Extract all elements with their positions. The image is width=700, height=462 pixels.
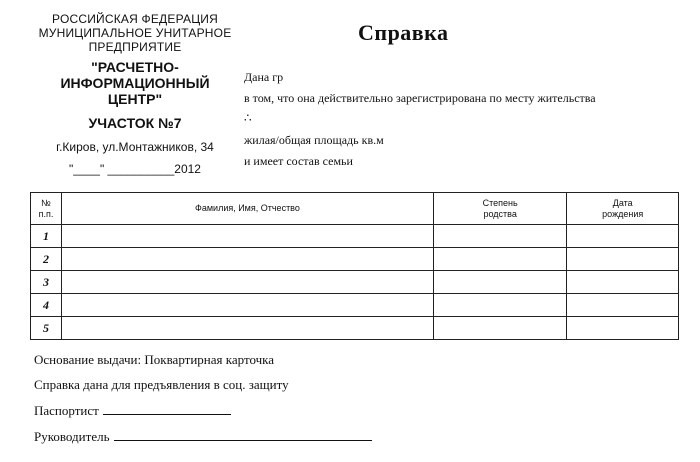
org-line-municipal: МУНИЦИПАЛЬНОЕ УНИТАРНОЕ xyxy=(38,26,232,40)
org-name-line3: ЦЕНТР" xyxy=(107,91,163,107)
issue-purpose: Справка дана для предъявления в соц. защиту xyxy=(34,377,289,392)
address-marker: ∴ xyxy=(244,111,252,125)
registration-line: в том, что она действительно зарегистрирована по месту жительства xyxy=(244,91,596,105)
name-cell[interactable] xyxy=(61,225,433,248)
birth-date-cell[interactable] xyxy=(567,317,679,340)
name-cell[interactable] xyxy=(61,317,433,340)
birth-date-cell[interactable] xyxy=(567,248,679,271)
passport-officer-label: Паспортист xyxy=(34,403,99,418)
header-birth-line2: рождения xyxy=(602,208,644,219)
row-number: 3 xyxy=(31,271,62,294)
header-number-sign: № xyxy=(41,197,51,208)
header-birth-line1: Дата xyxy=(612,197,633,208)
relation-cell[interactable] xyxy=(433,317,566,340)
org-name-line1: "РАСЧЕТНО- xyxy=(91,59,179,75)
org-address: г.Киров, ул.Монтажников, 34 xyxy=(56,140,214,154)
birth-date-cell[interactable] xyxy=(567,271,679,294)
header-birth-date xyxy=(567,193,679,225)
table-row xyxy=(31,317,679,340)
row-number: 4 xyxy=(31,294,62,317)
table-row xyxy=(31,225,679,248)
organization-header xyxy=(20,12,250,176)
row-number: 5 xyxy=(31,317,62,340)
living-area-line: жилая/общая площадь кв.м xyxy=(244,133,384,147)
relation-cell[interactable] xyxy=(433,248,566,271)
row-number: 2 xyxy=(31,248,62,271)
org-section: УЧАСТОК №7 xyxy=(88,115,182,131)
table-row xyxy=(31,294,679,317)
table-row xyxy=(31,248,679,271)
table-header-row xyxy=(31,193,679,225)
org-line-enterprise: ПРЕДПРИЯТИЕ xyxy=(88,40,182,54)
family-composition-line: и имеет состав семьи xyxy=(244,154,353,168)
org-line-federation: РОССИЙСКАЯ ФЕДЕРАЦИЯ xyxy=(52,12,218,26)
issue-basis: Основание выдачи: Поквартирная карточка xyxy=(34,352,275,367)
birth-date-cell[interactable] xyxy=(567,225,679,248)
birth-date-cell[interactable] xyxy=(567,294,679,317)
org-name xyxy=(20,59,250,107)
header-relation xyxy=(433,193,566,225)
table-row xyxy=(31,271,679,294)
row-number: 1 xyxy=(31,225,62,248)
header-number-abbr: п.п. xyxy=(38,208,54,219)
document-title: Справка xyxy=(358,20,449,45)
passport-officer-signature xyxy=(34,403,231,418)
passport-officer-signature-line[interactable] xyxy=(103,403,231,415)
manager-label: Руководитель xyxy=(34,429,110,444)
header-relation-line2: родства xyxy=(483,208,517,219)
manager-signature-line[interactable] xyxy=(114,429,372,441)
name-cell[interactable] xyxy=(61,294,433,317)
family-table xyxy=(30,192,679,340)
header-relation-line1: Степень xyxy=(482,197,518,208)
relation-cell[interactable] xyxy=(433,225,566,248)
name-cell[interactable] xyxy=(61,248,433,271)
header-full-name: Фамилия, Имя, Отчество xyxy=(61,193,433,225)
relation-cell[interactable] xyxy=(433,294,566,317)
manager-signature xyxy=(34,429,372,444)
relation-cell[interactable] xyxy=(433,271,566,294)
org-name-line2: ИНФОРМАЦИОННЫЙ xyxy=(60,75,210,91)
issue-date: "____" __________2012 xyxy=(69,162,201,176)
header-number xyxy=(31,193,62,225)
issued-to-line: Дана гр xyxy=(244,70,284,84)
name-cell[interactable] xyxy=(61,271,433,294)
